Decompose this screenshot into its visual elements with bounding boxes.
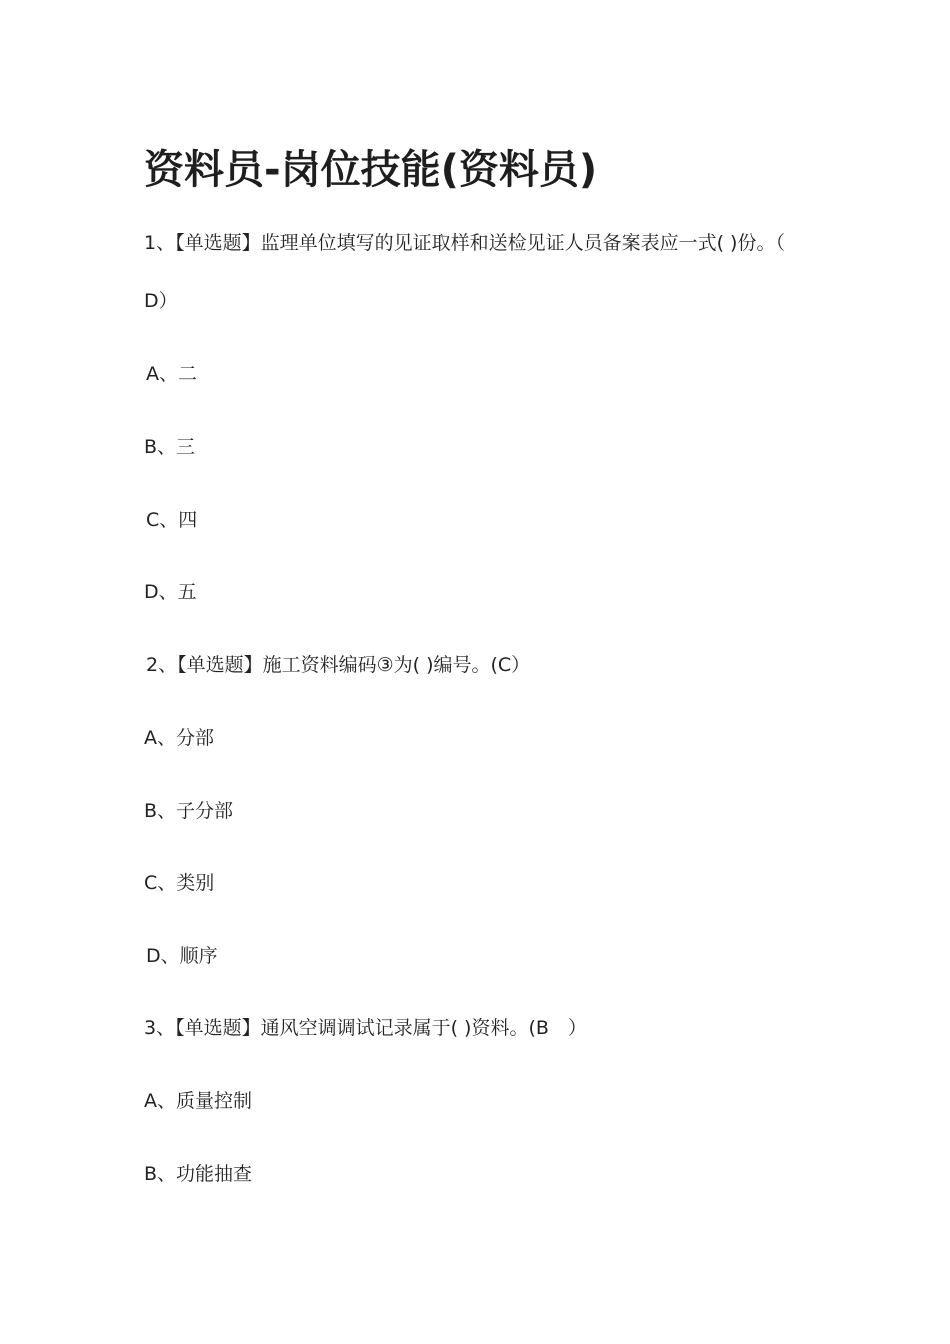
question-1-option-c: C、四 xyxy=(146,509,198,531)
question-1-option-d: D、五 xyxy=(144,581,197,603)
page-title: 资料员-岗位技能(资料员) xyxy=(144,147,598,193)
question-2-option-d: D、顺序 xyxy=(146,945,218,967)
question-3-option-a: A、质量控制 xyxy=(144,1090,252,1112)
question-1-stem-line2: D） xyxy=(144,290,178,312)
question-1-option-b: B、三 xyxy=(144,436,196,458)
question-2-option-c: C、类别 xyxy=(144,872,215,894)
question-2-option-b: B、子分部 xyxy=(144,800,234,822)
question-2-option-a: A、分部 xyxy=(144,727,214,749)
question-3-option-b: B、功能抽查 xyxy=(144,1163,253,1185)
question-1-stem-line1: 1、【单选题】监理单位填写的见证取样和送检见证人员备案表应一式( )份。（ xyxy=(144,232,785,254)
question-1-option-a: A、二 xyxy=(146,363,197,385)
question-3-stem: 3、【单选题】通风空调调试记录属于( )资料。(B ） xyxy=(144,1017,587,1039)
question-2-stem: 2、【单选题】施工资料编码③为( )编号。(C） xyxy=(146,654,531,676)
